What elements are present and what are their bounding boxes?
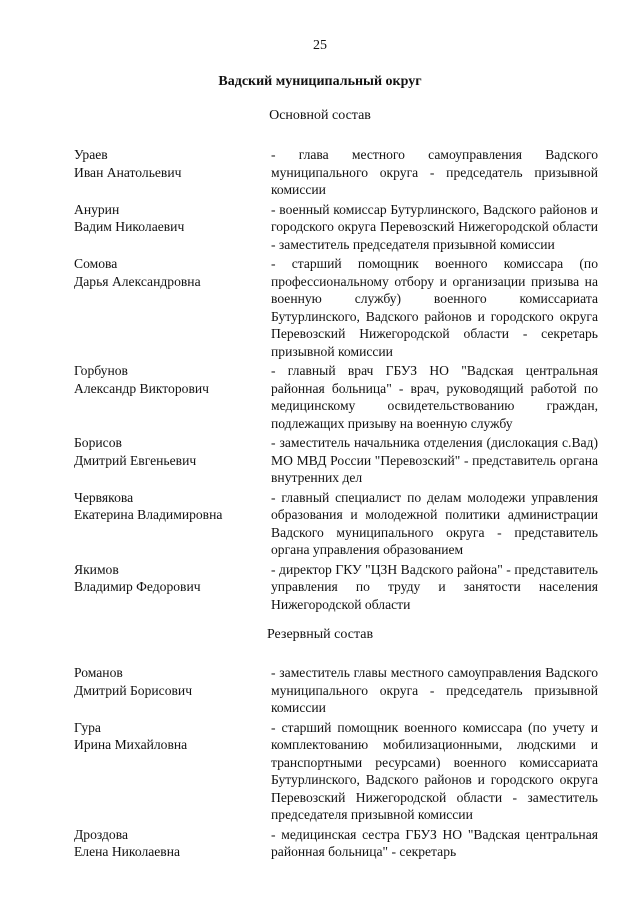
member-name [74, 362, 271, 432]
member-given-names: Дмитрий Евгеньевич [74, 452, 197, 468]
member-surname: Гура [74, 719, 101, 735]
member-role: - медицинская сестра ГБУЗ НО "Вадская центральная районная больница" - секретарь [271, 826, 598, 859]
member-surname: Червякова [74, 489, 134, 505]
member-surname: Сомова [74, 256, 118, 271]
member-name [74, 489, 271, 559]
member-surname: Якимов [74, 561, 119, 577]
document-title: Вадский муниципальный округ [218, 74, 422, 89]
member-name [74, 719, 271, 824]
member-surname: Ураев [74, 147, 108, 162]
member-name [74, 201, 271, 254]
member-given-names: Ирина Михайловна [74, 737, 188, 752]
member-entry [74, 362, 598, 432]
member-role: - директор ГКУ "ЦЗН Вадского района" - представитель управления по труду и занятости населения Нижегородской области [271, 561, 598, 612]
member-name [74, 826, 271, 861]
member-entry [74, 434, 598, 487]
member-entry [74, 255, 598, 360]
member-surname: Горбунов [74, 363, 128, 378]
reserve-members-list [74, 664, 598, 861]
page-number: 25 [313, 38, 327, 53]
member-name [74, 146, 271, 199]
member-entry [74, 826, 598, 861]
member-surname: Борисов [74, 435, 122, 450]
member-name [74, 561, 271, 614]
member-given-names: Екатерина Владимировна [74, 507, 223, 522]
member-entry [74, 561, 598, 614]
member-role: - заместитель главы местного самоуправления Вадского муниципального округа - председатель призывной комиссии [271, 665, 598, 715]
member-role: - старший помощник военного комиссара (по профессиональному отбору и организации призыва на военную службу) военного комиссариата Бутурлинского, Вадского районов и городского округа Перевозский Нижегородской области - секретарь призывной комиссии [271, 256, 598, 359]
member-surname: Анурин [74, 201, 120, 217]
member-name [74, 255, 271, 360]
member-name [74, 664, 271, 717]
member-role: - главный специалист по делам молодежи управления образования и молодежной политики администрации Вадского муниципального округа - представитель органа управления образованием [271, 489, 598, 557]
member-given-names: Иван Анатольевич [74, 164, 182, 180]
member-given-names: Владимир Федорович [74, 579, 201, 594]
member-role: - глава местного самоуправления Вадского муниципального округа - председатель призывной комиссии [271, 147, 598, 197]
member-entry [74, 664, 598, 717]
member-role: - старший помощник военного комиссара (по учету и комплектованию мобилизационными, людскими и транспортными ресурсами) военного комиссариата Бутурлинского, Вадского районов и городского округа Перевозский Нижегородской области - заместитель председателя призывной комиссии [271, 719, 598, 822]
member-entry [74, 489, 598, 559]
member-entry [74, 719, 598, 824]
main-members-list [74, 146, 598, 613]
member-name [74, 434, 271, 487]
member-given-names: Елена Николаевна [74, 844, 181, 859]
member-given-names: Александр Викторович [74, 380, 209, 396]
member-role: - военный комиссар Бутурлинского, Вадского районов и городского округа Перевозский Нижегородской области - заместитель председателя призывной комиссии [271, 201, 598, 252]
member-entry [74, 146, 598, 199]
member-given-names: Дмитрий Борисович [74, 682, 193, 698]
member-given-names: Вадим Николаевич [74, 219, 185, 234]
member-role: - заместитель начальника отделения (дислокация с.Вад) МО МВД России "Перевозский" - представитель органа внутренних дел [271, 435, 598, 485]
member-surname: Дроздова [74, 826, 128, 842]
member-role: - главный врач ГБУЗ НО "Вадская центральная районная больница" - врач, руководящий работой по медицинскому освидетельствованию граждан, подлежащих призыву на военную службу [271, 363, 598, 431]
section-heading-reserve: Резервный состав [266, 627, 374, 642]
section-heading-main: Основной состав [269, 108, 371, 123]
member-given-names: Дарья Александровна [74, 273, 201, 289]
member-surname: Романов [74, 665, 123, 680]
member-entry [74, 201, 598, 254]
